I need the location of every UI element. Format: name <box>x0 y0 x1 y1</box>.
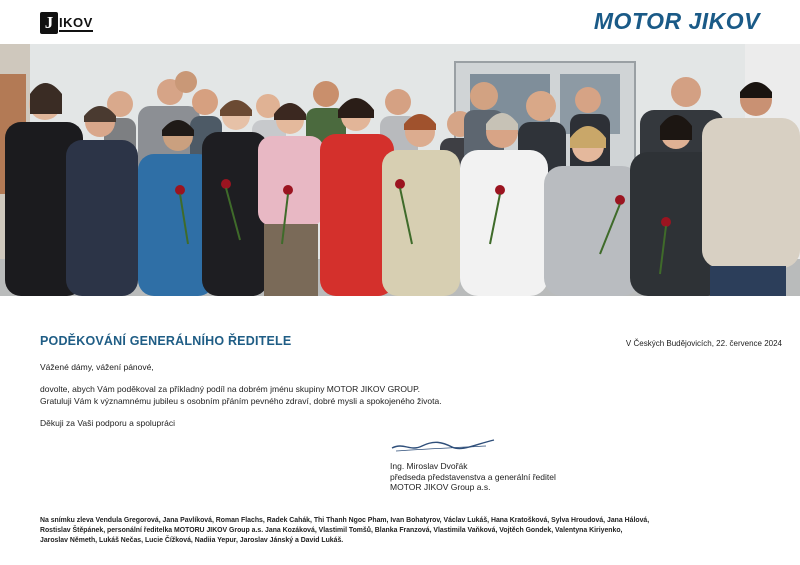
handwritten-signature <box>390 436 500 461</box>
photo-caption-line1: Na snímku zleva Vendula Gregorová, Jana Pavlíková, Roman Flachs, Radek Cahák, Thi Thanh Ngoc Pham, Ivan Bohatyrov, Václav Lukáš, Hana Kratošková, Sylva Hroudová, Jana Hálová, <box>40 517 650 524</box>
photo-caption-line2: Rostislav Štěpánek, personální ředitelka MOTORU JIKOV Group a.s. Jana Kozáková, Vlastimil Tomšů, Blanka Franzová, Vlastimila Vaňková, Vojtěch Gondek, Valentyna Kiriyenko, <box>40 527 623 534</box>
signature-block <box>390 461 556 493</box>
photo-caption <box>40 516 730 546</box>
dateline: V Českých Budějovicích, 22. července 2024 <box>625 339 782 348</box>
motor-jikov-logo: MOTOR JIKOV <box>593 8 760 34</box>
jikov-logo <box>40 12 93 34</box>
page-title: PODĚKOVÁNÍ GENERÁLNÍHO ŘEDITELE <box>40 334 292 348</box>
group-photo-illustration <box>0 44 800 296</box>
greeting: Vážené dámy, vážení pánové, <box>40 362 154 372</box>
signer-role: předseda představenstva a generální ředitel <box>390 471 556 482</box>
thanks-line: Děkuji za Vaši podporu a spolupráci <box>40 418 175 428</box>
jikov-logo-text: IKOV <box>59 14 93 30</box>
letter-paragraph-line1: dovolte, abych Vám poděkoval za příkladný podíl na dobrém jménu skupiny MOTOR JIKOV GROUP. <box>40 384 421 394</box>
signer-company: MOTOR JIKOV Group a.s. <box>390 482 491 492</box>
letter-paragraph <box>40 383 442 407</box>
photo-caption-line3: Jaroslav Němeth, Lukáš Nečas, Lucie Čížková, Nadiia Yepur, Jaroslav Jánský a David Lukáš. <box>40 537 344 544</box>
group-photo <box>0 44 800 296</box>
signer-name: Ing. Miroslav Dvořák <box>390 461 468 471</box>
jikov-logo-letter: J <box>40 12 58 34</box>
letter-paragraph-line2: Gratuluji Vám k významnému jubileu s osobním přáním pevného zdraví, dobré mysli a spokojeného života. <box>40 396 442 406</box>
